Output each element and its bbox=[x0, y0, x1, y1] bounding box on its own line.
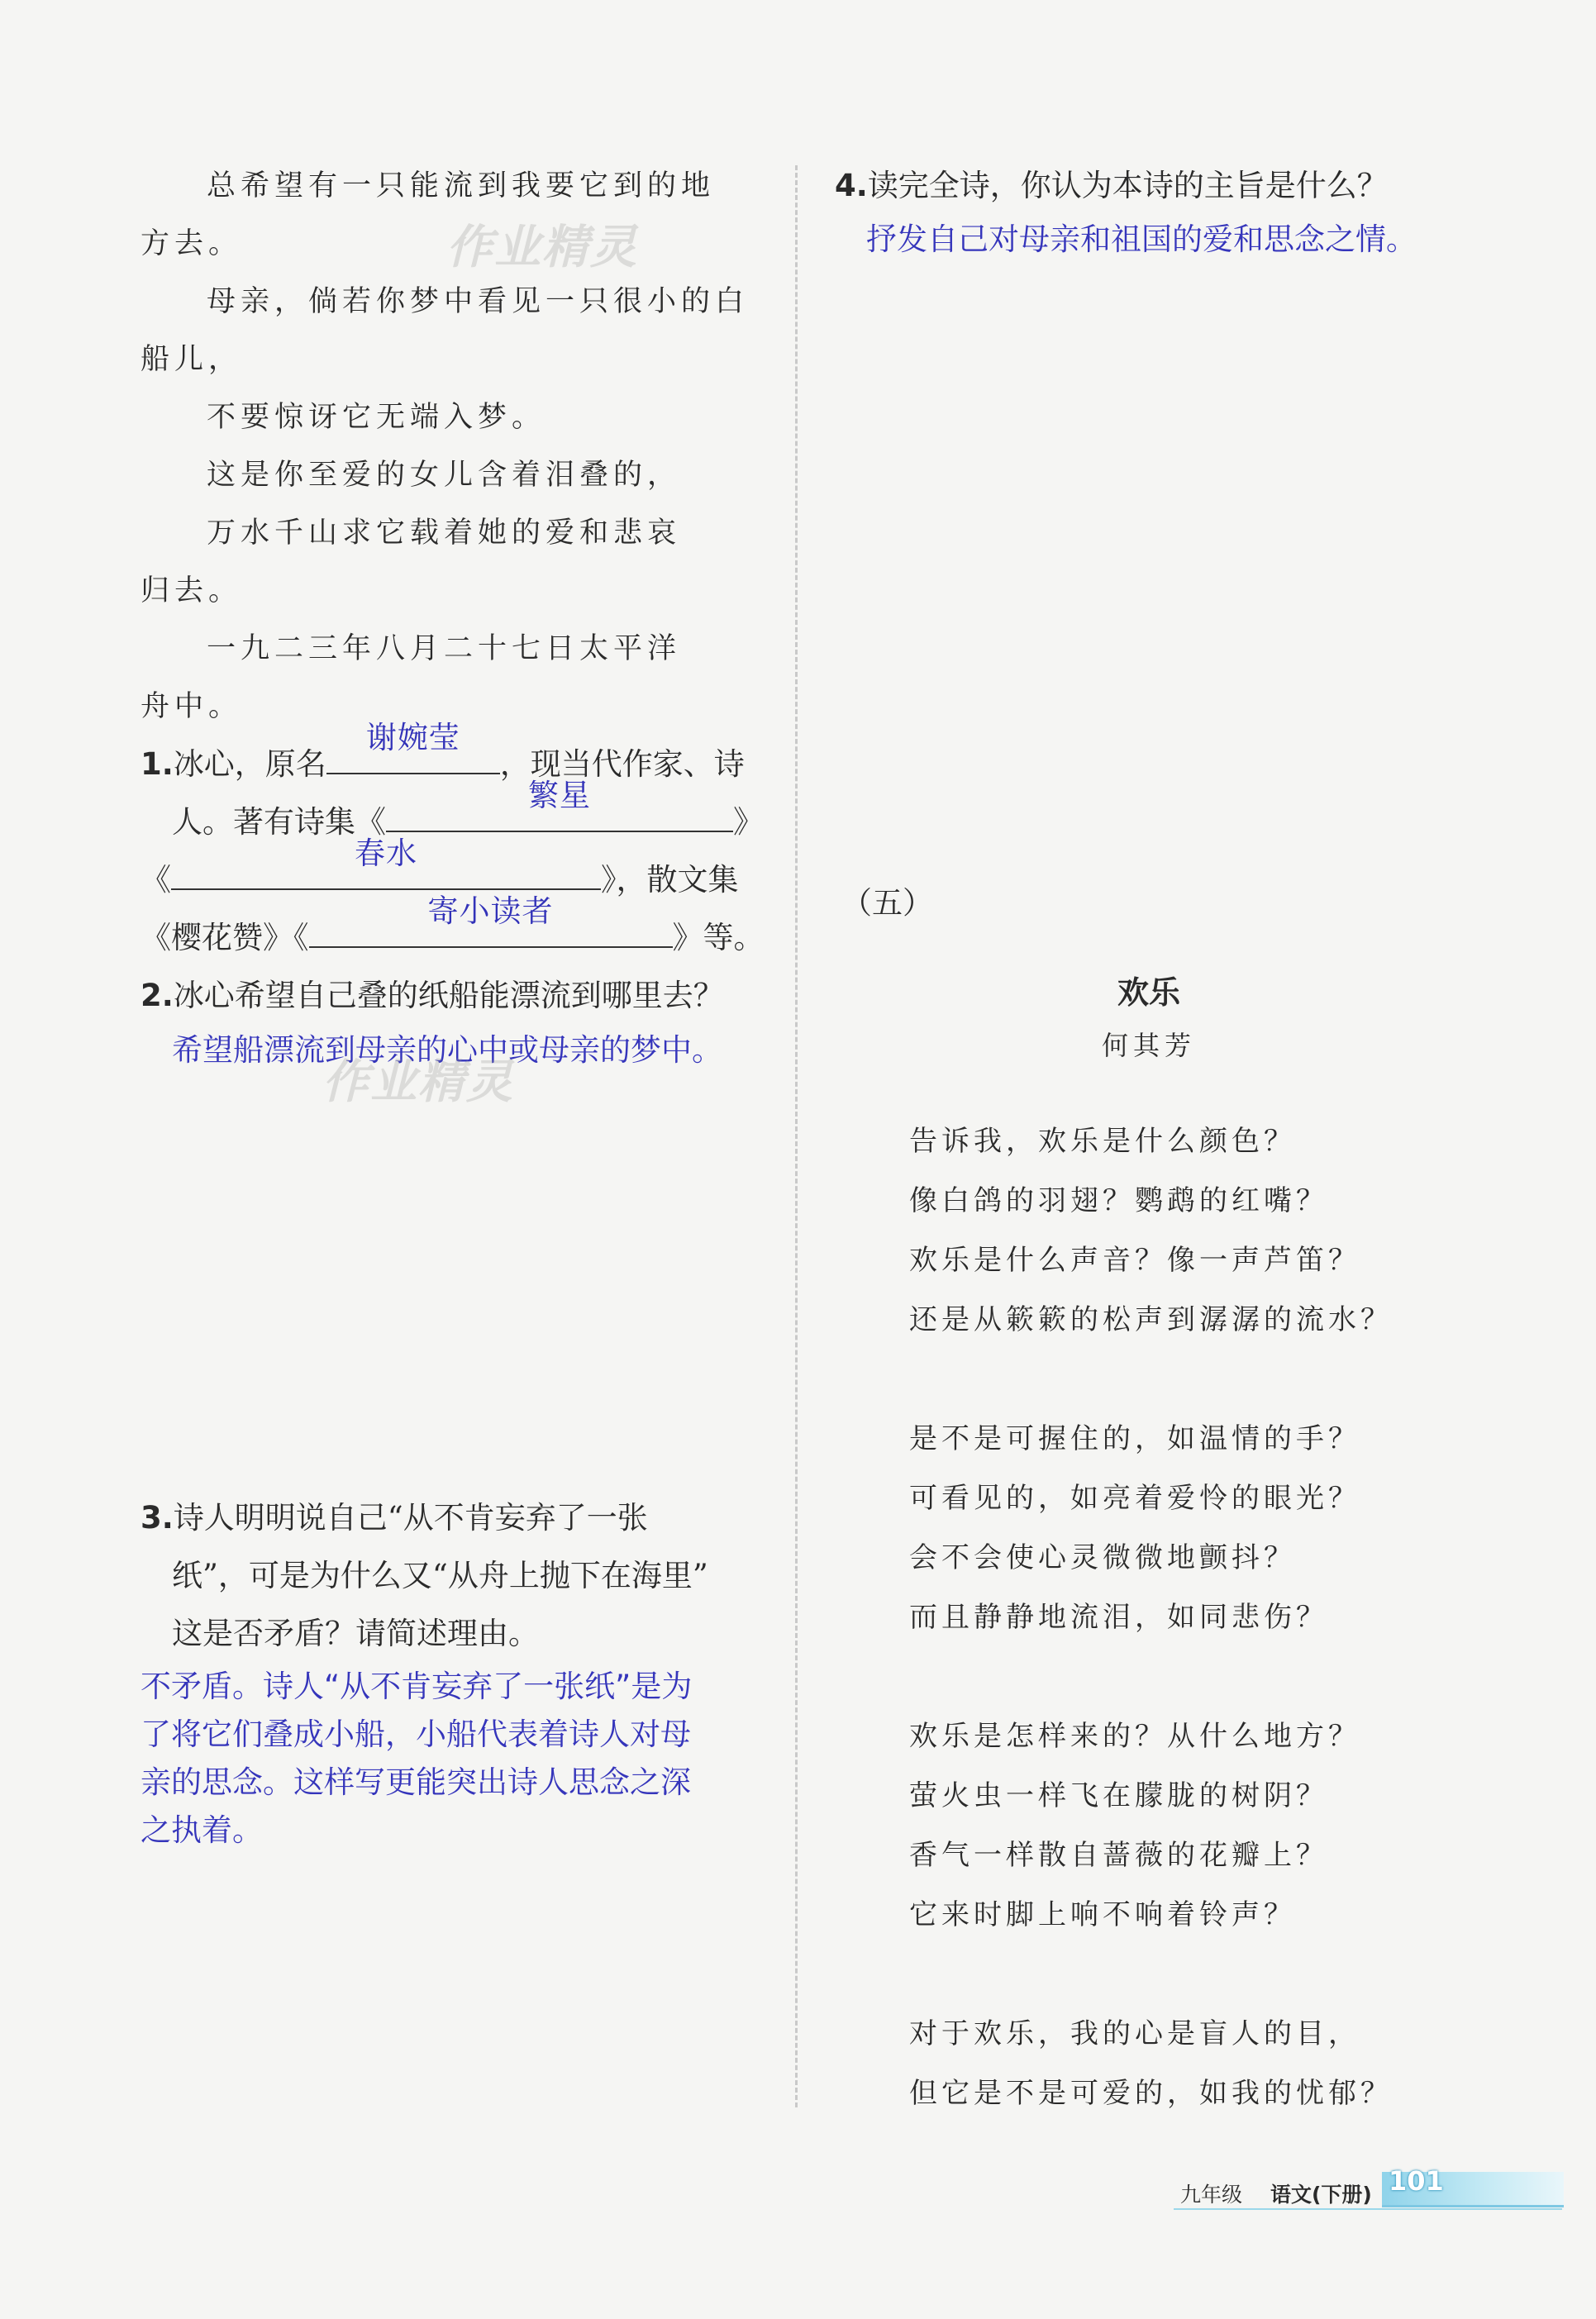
poem-stanza bbox=[909, 2004, 1393, 2123]
question-1-line-4 bbox=[141, 893, 765, 967]
right-column bbox=[835, 157, 1513, 264]
poem-line: 对于欢乐，我的心是盲人的目， bbox=[909, 2017, 1360, 2050]
question-4 bbox=[835, 157, 1513, 264]
question-text: 冰心，原名 bbox=[173, 746, 326, 782]
question-3-prompt-line-3: 这是否矛盾？请简述理由。 bbox=[172, 1616, 539, 1651]
poem-author: 何其芳 bbox=[1101, 1030, 1196, 1061]
poem-line: 它来时脚上响不响着铃声？ bbox=[909, 1898, 1296, 1931]
section-label: （五） bbox=[841, 885, 933, 921]
question-number: 1. bbox=[141, 746, 174, 782]
poem-line: 告诉我，欢乐是什么颜色？ bbox=[909, 1125, 1296, 1158]
question-4-prompt bbox=[835, 157, 1513, 215]
watermark-logo: 作业精灵 bbox=[322, 1055, 514, 1109]
question-1 bbox=[141, 720, 765, 967]
answer-blank-name[interactable] bbox=[326, 720, 500, 774]
watermark-logo: 作业精灵 bbox=[446, 221, 638, 274]
handwritten-answer: 谢婉莹 bbox=[365, 720, 460, 755]
answer-blank-poem-2[interactable] bbox=[171, 836, 601, 890]
left-column bbox=[141, 157, 765, 1855]
footer-grade: 九年级 bbox=[1180, 2183, 1243, 2207]
handwritten-answer: 春水 bbox=[355, 836, 417, 871]
stanza-gap bbox=[909, 1945, 1393, 2004]
question-3-answer[interactable] bbox=[141, 1663, 752, 1855]
poem-line: 这是你至爱的女儿含着泪叠的， bbox=[207, 459, 682, 492]
poem-line: 母亲，倘若你梦中看见一只很小的白 bbox=[207, 285, 750, 318]
answer-line: 不矛盾。诗人“从不肯妄弃了一张纸”是为 bbox=[141, 1669, 693, 1704]
question-number: 4. bbox=[835, 168, 868, 203]
question-text: 读完全诗，你认为本诗的主旨是什么？ bbox=[867, 168, 1388, 203]
poem-line: 像白鸽的羽翅？鹦鹉的红嘴？ bbox=[909, 1184, 1328, 1217]
poem-line: 一九二三年八月二十七日太平洋 bbox=[207, 632, 682, 665]
poem-line: 万水千山求它载着她的爱和悲哀 bbox=[207, 517, 682, 550]
question-2-prompt bbox=[141, 967, 752, 1025]
poem-line: 舟中。 bbox=[141, 690, 243, 723]
question-2-answer[interactable]: 希望船漂流到母亲的心中或母亲的梦中。 bbox=[172, 1032, 722, 1068]
answer-line: 了将它们叠成小船，小船代表着诗人对母 bbox=[141, 1717, 691, 1752]
footer-rule bbox=[1174, 2208, 1562, 2210]
question-text: 人。著有诗集《 bbox=[172, 804, 386, 840]
poem-line: 而且静静地流泪，如同悲伤？ bbox=[909, 1601, 1328, 1634]
question-3 bbox=[141, 1489, 752, 1855]
poem-line: 欢乐是什么声音？像一声芦笛？ bbox=[909, 1244, 1360, 1277]
footer-subject: 语文(下册) bbox=[1270, 2183, 1372, 2207]
poem-stanza bbox=[909, 1707, 1393, 1945]
question-text: 冰心希望自己叠的纸船能漂流到哪里去？ bbox=[173, 978, 724, 1013]
stanza-gap bbox=[909, 1350, 1393, 1409]
poem-title: 欢乐 bbox=[1117, 974, 1180, 1011]
question-3-prompt-line-2: 纸”，可是为什么又“从舟上抛下在海里” bbox=[172, 1558, 708, 1593]
poem-line: 总希望有一只能流到我要它到的地 bbox=[207, 169, 716, 202]
question-text: 《樱花赞》《 bbox=[141, 920, 309, 955]
question-text: 《 bbox=[141, 862, 171, 898]
question-text: 》 bbox=[733, 804, 764, 840]
answer-blank-prose[interactable] bbox=[309, 893, 673, 948]
poem-line: 是不是可握住的，如温情的手？ bbox=[909, 1422, 1360, 1455]
question-text: ，现当代作家、诗 bbox=[499, 746, 745, 782]
question-text: 诗人明明说自己“从不肯妄弃了一张 bbox=[173, 1500, 648, 1536]
column-divider bbox=[795, 165, 798, 2107]
poem-line: 欢乐是怎样来的？从什么地方？ bbox=[909, 1720, 1360, 1753]
question-text: 》，散文集 bbox=[601, 862, 739, 898]
answer-line: 亲的思念。这样写更能突出诗人思念之深 bbox=[141, 1764, 691, 1800]
poem-stanza bbox=[909, 1409, 1393, 1647]
question-number: 2. bbox=[141, 978, 174, 1013]
poem-line: 不要惊讶它无端入梦。 bbox=[207, 401, 546, 434]
poem-line: 会不会使心灵微微地颤抖？ bbox=[909, 1541, 1296, 1574]
answer-line: 之执着。 bbox=[141, 1812, 263, 1848]
poem-line: 方去。 bbox=[141, 227, 243, 260]
question-text: 》等。 bbox=[672, 920, 765, 955]
poem-stanza bbox=[909, 1112, 1393, 1350]
question-number: 3. bbox=[141, 1500, 174, 1536]
poem-line: 归去。 bbox=[141, 574, 243, 607]
answer-blank-poem-1[interactable] bbox=[386, 778, 733, 832]
poem-line: 可看见的，如亮着爱怜的眼光？ bbox=[909, 1482, 1360, 1515]
poem-line: 香气一样散自蔷薇的花瓣上？ bbox=[909, 1839, 1328, 1872]
poem-body bbox=[909, 1112, 1393, 2123]
poem-line: 还是从簌簌的松声到潺潺的流水？ bbox=[909, 1303, 1393, 1336]
handwritten-answer: 寄小读者 bbox=[427, 893, 554, 929]
question-3-prompt-line-1 bbox=[141, 1489, 752, 1547]
stanza-gap bbox=[909, 1647, 1393, 1707]
handwritten-answer: 繁星 bbox=[528, 778, 591, 813]
poem-line: 但它是不是可爱的，如我的忧郁？ bbox=[909, 2077, 1393, 2110]
question-4-answer[interactable]: 抒发自己对母亲和祖国的爱和思念之情。 bbox=[866, 221, 1417, 257]
poem-line: 船儿， bbox=[141, 343, 243, 376]
poem-line: 萤火虫一样飞在朦胧的树阴？ bbox=[909, 1779, 1328, 1812]
page-number: 101 bbox=[1389, 2165, 1444, 2197]
